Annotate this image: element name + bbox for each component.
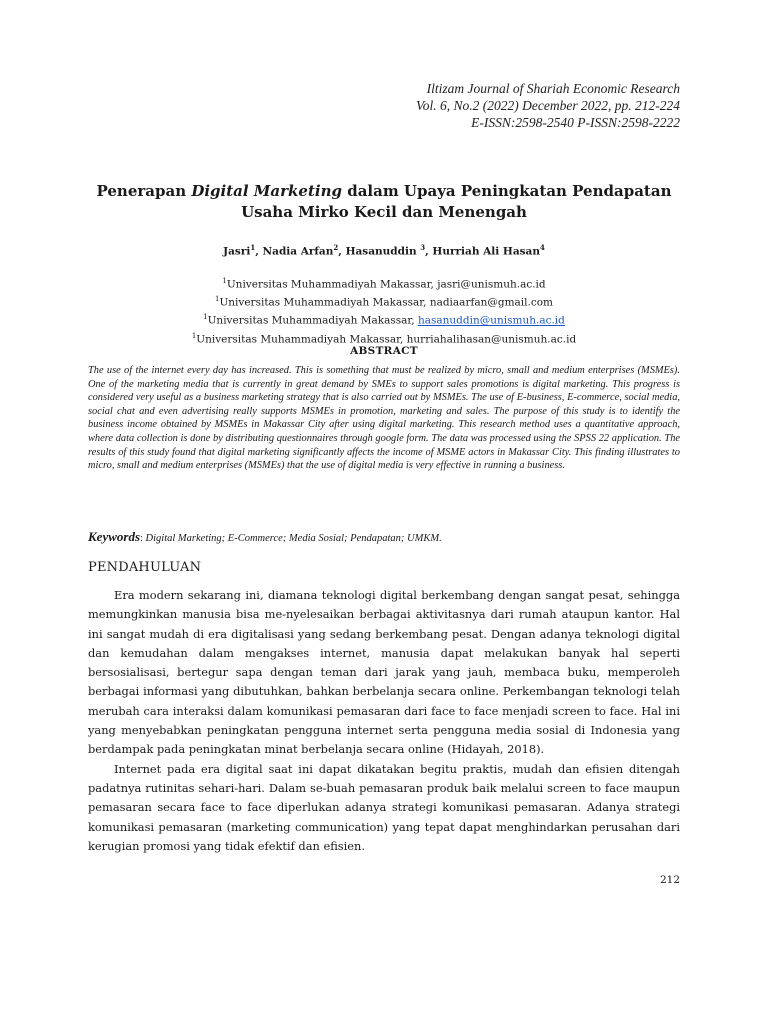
body-paragraph: Internet pada era digital saat ini dapat dikatakan begitu praktis, mudah dan efisien ditengah padatnya rutinitas sehari-hari. Dalam se-buah pemasaran produk baik melalui screen to face maupun pemasaran secara face to face diperlukan adanya strategi komunikasi pemasaran. Adanya strategi komunikasi pemasaran (marketing communication) yang tepat dapat menghindarkan perusahan dari kerugian promosi yang tidak efektif dan efisien. bbox=[88, 761, 680, 853]
keywords bbox=[88, 530, 688, 546]
affiliation-sup: 1 bbox=[214, 295, 220, 304]
keywords-separator: : bbox=[140, 533, 146, 544]
section-body bbox=[88, 586, 680, 856]
title-italic: Digital Marketing bbox=[191, 182, 342, 200]
affiliation-sup: 1 bbox=[203, 313, 208, 322]
title-part-2: dalam Upaya Peningkatan Pendapatan bbox=[341, 182, 672, 200]
affiliation-text: Universitas Muhammadiyah Makassar, nadiaarfan@gmail.com bbox=[219, 296, 554, 309]
journal-name: Iltizam Journal of Shariah Economic Research bbox=[426, 81, 680, 96]
affiliation-list bbox=[60, 274, 708, 347]
author-sup: 1 bbox=[250, 243, 256, 252]
section-heading: PENDAHULUAN bbox=[88, 560, 202, 575]
affiliation-item bbox=[60, 292, 708, 310]
keywords-text: Digital Marketing; E-Commerce; Media Sosial; Pendapatan; UMKM. bbox=[145, 533, 442, 544]
journal-issn: E-ISSN:2598-2540 P-ISSN:2598-2222 bbox=[471, 115, 680, 130]
body-paragraph: Era modern sekarang ini, diamana teknologi digital berkembang dengan sangat pesat, sehingga memungkinkan manusia bisa me-nyelesaikan berbagai aktivitasnya dari rumah ataupun kantor. Hal ini sangat mudah di era digitalisasi yang sedang berkembang pesat. Dengan adanya teknologi digital dan kemudahan dalam mengakses internet, manusia dapat melakukan banyak hal seperti bersosialisasi, bertegur sapa dengan teman dari jarak yang jauh, membaca buku, memperoleh berbagai informasi yang dibutuhkan, bahkan berbelanja secara online. Perkembangan teknologi telah merubah cara interaksi dalam komunikasi pemasaran dari face to face menjadi screen to face. Hal ini yang menyebabkan peningkatan pengguna internet serta pengguna media sosial di Indonesia yang berdampak pada peningkatan minat berbelanja secara online (Hidayah, 2018). bbox=[88, 588, 680, 757]
page-number: 212 bbox=[659, 874, 680, 886]
keywords-label: Keywords bbox=[88, 529, 140, 544]
paper-title bbox=[60, 181, 708, 223]
author-sup: 3 bbox=[420, 243, 426, 252]
author-name: Jasri bbox=[223, 245, 251, 258]
author-name: Hasanuddin bbox=[345, 245, 417, 258]
abstract-body: The use of the internet every day has increased. This is something that must be realized by micro, small and medium enterprises (MSMEs). One of the marketing media that is currently in great demand by SMEs to support sales promotions is digital marketing. This progress is considered very useful as a business marketing strategy that is also carried out by MSMEs. The use of E-business, E-commerce, social media, social chat and even advertising really supports MSMEs in promotion, marketing and sales. The purpose of this study is to identify the business income obtained by MSMEs in Makassar City after using digital marketing. This research method uses a quantitative approach, where data collection is done by distributing questionnaires through google form. The data was processed using the SPSS 22 application. The results of this study found that digital marketing significantly affects the income of MSME actors in Makassar City. This finding illustrates to micro, small and medium enterprises (MSMEs) that the use of digital media is very effective in running a business. bbox=[88, 365, 680, 472]
title-part-1: Penerapan bbox=[96, 182, 192, 200]
email-link[interactable]: hasanuddin@unismuh.ac.id bbox=[417, 314, 565, 327]
journal-volume: Vol. 6, No.2 (2022) December 2022, pp. 212-224 bbox=[416, 98, 680, 113]
abstract-heading: ABSTRACT bbox=[350, 345, 418, 357]
affiliation-item bbox=[60, 310, 708, 328]
title-line-2: Usaha Mirko Kecil dan Menengah bbox=[241, 203, 527, 221]
affiliation-text: Universitas Muhammadiyah Makassar, hurriahalihasan@unismuh.ac.id bbox=[196, 333, 577, 346]
journal-header bbox=[416, 80, 680, 131]
author-sup: 4 bbox=[539, 243, 545, 252]
affiliation-sup: 1 bbox=[222, 277, 227, 285]
affiliation-text: Universitas Muhammadiyah Makassar, bbox=[207, 314, 418, 327]
author-name: Nadia Arfan bbox=[262, 245, 334, 258]
author-name: Hurriah Ali Hasan bbox=[432, 245, 540, 258]
author-list: Jasri$^1$, Nadia Arfan$^2$, Hasanuddin $^3$, Hurriah Ali Hasan$^4$ bbox=[223, 243, 545, 258]
affiliation-text: Universitas Muhammadiyah Makassar, jasri@unismuh.ac.id bbox=[226, 278, 546, 291]
author-sup: 2 bbox=[333, 243, 339, 252]
affiliation-sup: 1 bbox=[191, 331, 197, 340]
affiliation-item bbox=[60, 274, 708, 292]
title-line-1 bbox=[60, 181, 708, 202]
